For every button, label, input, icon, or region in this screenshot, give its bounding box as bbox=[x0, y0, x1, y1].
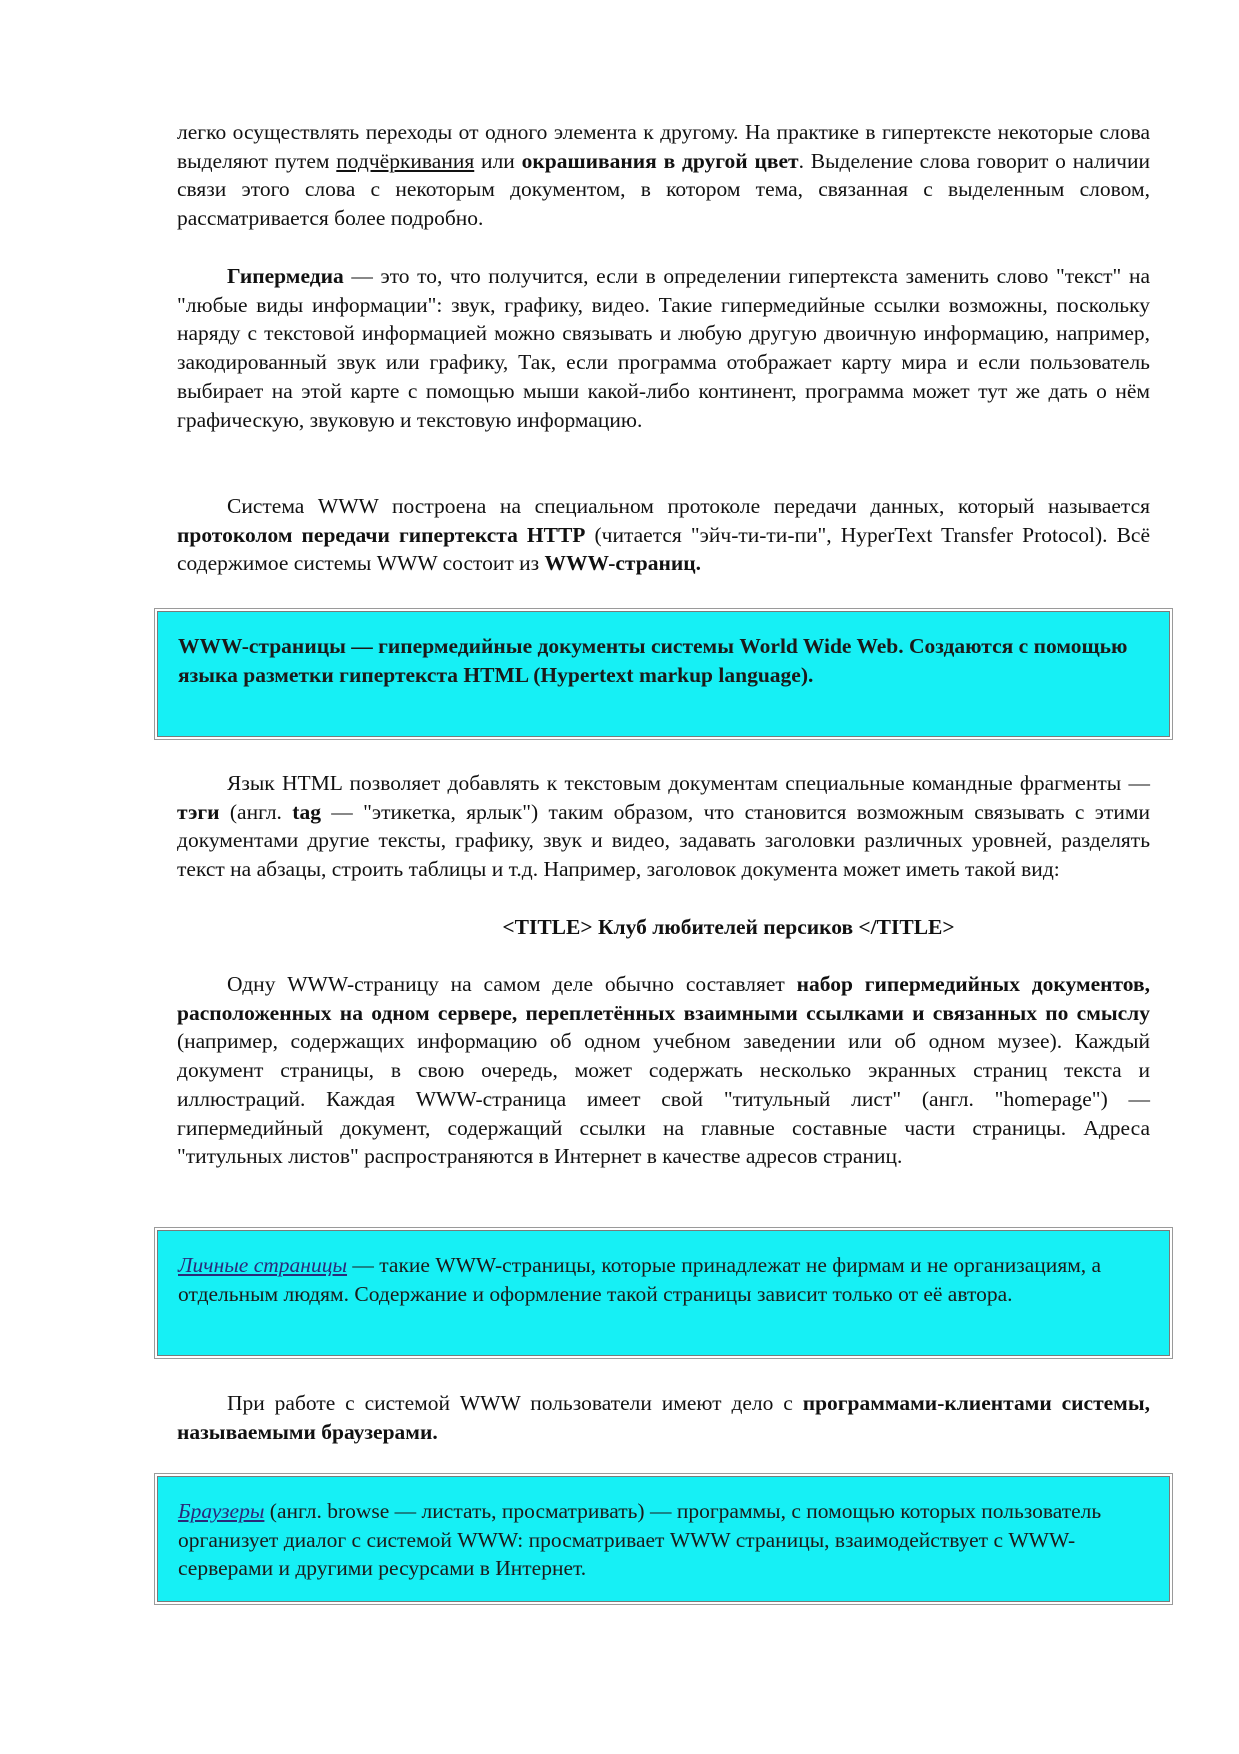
paragraph-browsers-intro bbox=[177, 1389, 1150, 1446]
definition-term: Браузеры bbox=[178, 1499, 265, 1523]
bold-term: Гипермедиа bbox=[227, 264, 344, 288]
paragraph-text: или bbox=[474, 148, 522, 173]
html-title-example bbox=[177, 913, 1150, 942]
definition-body: — такие WWW-страницы, которые принадлежат не фирмам и не организациям, а отдельным людям. Содержание и оформление такой страницы зависит только от её автора. bbox=[178, 1253, 1102, 1306]
code-example: <TITLE> Клуб любителей персиков </TITLE> bbox=[502, 915, 955, 939]
definition-body: (англ. browse — листать, просматривать) — программы, с помощью которых пользователь организует диалог с системой WWW: просматривает WWW страницы, взаимодействует с WWW-серверами и другими ресурсами в Интернет. bbox=[178, 1499, 1102, 1580]
paragraph-text: легко осуществлять переходы от одного элемента к другому. На практике в гипертексте некоторые слова выделяют путем bbox=[177, 120, 1150, 173]
paragraph-text: (англ. bbox=[219, 799, 293, 824]
underlined-term: подчёркивания bbox=[336, 148, 475, 173]
definition-box-personal-pages bbox=[157, 1230, 1170, 1356]
paragraph-http bbox=[177, 492, 1150, 578]
bold-term: набор гипермедийных документов, расположенных на одном сервере, переплетённых взаимными ссылками и связанных по смыслу bbox=[177, 972, 1150, 1025]
paragraph-text: Одну WWW-страницу на самом деле обычно составляет bbox=[227, 972, 797, 996]
bold-term: программами-клиентами системы, называемыми браузерами. bbox=[177, 1391, 1150, 1444]
bold-term: tag bbox=[292, 799, 321, 824]
definition-text bbox=[178, 1497, 1149, 1583]
paragraph-text: Система WWW построена на специальном протоколе передачи данных, который называется bbox=[227, 494, 1150, 518]
bold-term: тэги bbox=[177, 799, 220, 824]
paragraph-text: Язык HTML позволяет добавлять к текстовым документам специальные командные фрагменты — bbox=[227, 771, 1150, 795]
paragraph-hypertext-highlighting bbox=[177, 118, 1150, 233]
definition-box-www-pages bbox=[157, 611, 1170, 737]
paragraph-www-page-structure bbox=[177, 970, 1150, 1171]
definition-term: Личные страницы bbox=[178, 1253, 348, 1277]
paragraph-text: (например, содержащих информацию об одном учебном заведении или об одном музее). Каждый документ страницы, в свою очередь, может содержать несколько экранных страниц текста и иллюстраций. Каждая WWW-страница имеет свой "титульный лист" (англ. "homepage") — гипермедийный документ, содержащий ссылки на главные составные части страницы. Адреса "титульных листов" распространяются в Интернет в качестве адресов страниц. bbox=[177, 1029, 1150, 1169]
bold-term: протоколом передачи гипертекста HTTP bbox=[177, 522, 586, 547]
paragraph-text: — "этикетка, ярлык") таким образом, что становится возможным связывать с этими документами другие тексты, графику, звук и видео, задавать заголовки различных уровней, разделять текст на абзацы, строить таблицы и т.д. Например, заголовок документа может иметь такой вид: bbox=[177, 799, 1151, 882]
paragraph-hypermedia bbox=[177, 262, 1150, 434]
bold-term: WWW-страниц. bbox=[544, 551, 701, 576]
paragraph-html-tags bbox=[177, 769, 1150, 884]
definition-text: WWW-страницы — гипермедийные документы системы World Wide Web. Создаются с помощью языка разметки гипертекста HTML (Hypertext markup language). bbox=[178, 634, 1128, 687]
paragraph-text: При работе с системой WWW пользователи имеют дело с bbox=[227, 1391, 803, 1415]
bold-term: окрашивания в другой цвет bbox=[521, 148, 799, 173]
paragraph-text: — это то, что получится, если в определении гипертекста заменить слово "текст" на "любые виды информации": звук, графику, видео. Такие гипермедийные ссылки возможны, поскольку наряду с текстовой информацией можно связывать и любую другую двоичную информацию, например, закодированный звук или графику, Так, если программа отображает карту мира и если пользователь выбирает на этой карте с помощью мыши какой-либо континент, программа может тут же дать о нём графическую, звуковую и текстовую информацию. bbox=[177, 264, 1150, 432]
definition-text bbox=[178, 1251, 1149, 1308]
definition-box-browsers bbox=[157, 1476, 1170, 1602]
paragraph-text: . Выделение слова говорит о наличии связи этого слова с некоторым документом, в котором тема, связанная с выделенным словом, рассматривается более подробно. bbox=[177, 148, 1151, 231]
paragraph-text: (читается "эйч-ти-ти-пи", HyperText Transfer Protocol). Всё содержимое системы WWW состоит из bbox=[177, 522, 1150, 576]
